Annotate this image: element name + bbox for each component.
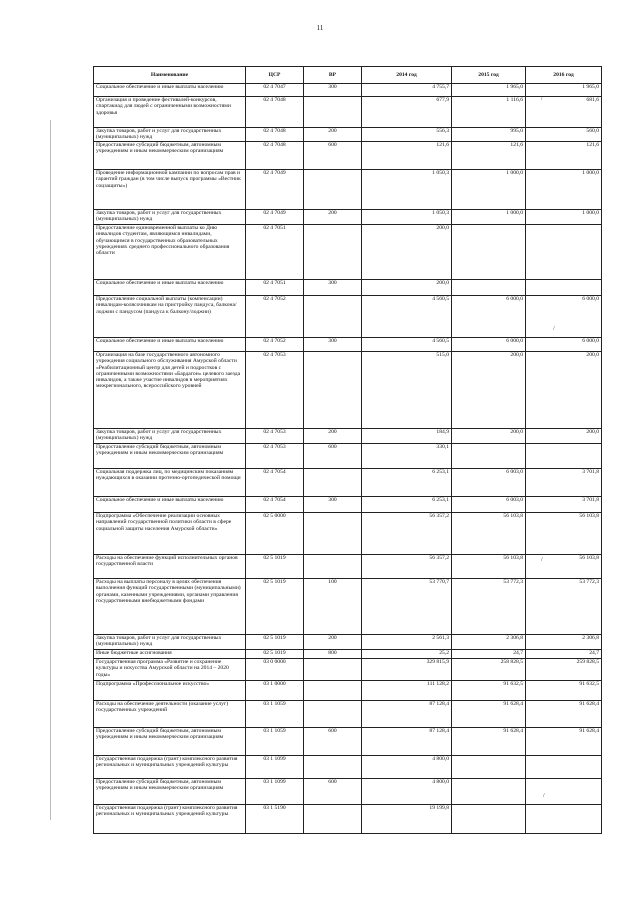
- row-vr: 300: [304, 338, 362, 352]
- table-row: [94, 701, 602, 728]
- row-csr: 03 1 5190: [246, 805, 304, 834]
- row-name: Государственная поддержка (грант) комплексного развития региональных и муниципальных учреждений культуры: [94, 756, 246, 779]
- scan-mark: /: [541, 96, 543, 102]
- table-row: [94, 728, 602, 756]
- table-row: [94, 142, 602, 170]
- row-2016: 56 103,8: [526, 513, 602, 555]
- row-2014: 87 128,4: [362, 701, 452, 728]
- row-vr: 200: [304, 429, 362, 444]
- table-row: [94, 650, 602, 659]
- row-2014: 330,1: [362, 444, 452, 469]
- row-name: Закупка товаров, работ и услуг для государственных (муниципальных) нужд: [94, 128, 246, 142]
- row-2015: [452, 225, 526, 280]
- row-2014: 4 560,5: [362, 338, 452, 352]
- row-vr: [304, 555, 362, 579]
- row-2014: 515,0: [362, 352, 452, 429]
- row-2015: 200,0: [452, 352, 526, 429]
- row-vr: 300: [304, 280, 362, 296]
- row-vr: [304, 170, 362, 210]
- row-2016: 200,0: [526, 352, 602, 429]
- budget-table: [93, 66, 602, 834]
- row-2016: 3 701,8: [526, 497, 602, 513]
- row-name: Предоставление субсидий бюджетным, автономным учреждениям и иным некоммерческим организациям: [94, 142, 246, 170]
- row-2015: 91 628,4: [452, 701, 526, 728]
- table-row: [94, 513, 602, 555]
- row-csr: 02 4 7052: [246, 338, 304, 352]
- row-2016: 681,6: [526, 97, 602, 128]
- row-vr: [304, 659, 362, 681]
- row-vr: 200: [304, 210, 362, 225]
- row-name: Предоставление единовременной выплаты ко Дню инвалидов студентам, являющимся инвалидами, обучающимся в государственных образовательных учреждениях среднего профессионального образования области: [94, 225, 246, 280]
- table-row: [94, 579, 602, 635]
- row-2016: [526, 225, 602, 280]
- header-csr: ЦСР: [246, 67, 304, 84]
- row-2015: 91 628,4: [452, 728, 526, 756]
- row-vr: [304, 513, 362, 555]
- row-csr: 02 4 7053: [246, 352, 304, 429]
- row-2015: [452, 756, 526, 779]
- row-2016: [526, 280, 602, 296]
- row-2014: 556,3: [362, 128, 452, 142]
- row-2016: 53 772,3: [526, 579, 602, 635]
- row-vr: 600: [304, 779, 362, 805]
- row-2014: 6 253,1: [362, 497, 452, 513]
- header-2016: 2016 год: [526, 67, 602, 84]
- row-2015: 1 000,0: [452, 170, 526, 210]
- table-row: [94, 296, 602, 338]
- row-2016: 2 306,8: [526, 635, 602, 650]
- row-csr: 02 5 1019: [246, 650, 304, 659]
- row-name: Подпрограмма «Обеспечение реализации основных направлений государственной политики области в сфере социальной защиты населения Амурской области»: [94, 513, 246, 555]
- row-name: Закупка товаров, работ и услуг для государственных (муниципальных) нужд: [94, 210, 246, 225]
- row-2016: [526, 756, 602, 779]
- row-2015: 56 103,8: [452, 513, 526, 555]
- row-name: Закупка товаров, работ и услуг для государственных (муниципальных) нужд: [94, 635, 246, 650]
- scan-edge-line: [50, 120, 51, 820]
- table-row: [94, 170, 602, 210]
- scan-mark: /: [541, 557, 543, 563]
- row-vr: 200: [304, 635, 362, 650]
- row-vr: 600: [304, 142, 362, 170]
- row-2014: 87 128,4: [362, 728, 452, 756]
- scan-mark: /: [553, 326, 555, 332]
- row-name: Предоставление социальной выплаты (компенсации) инвалидам-колясочникам на пристройку пандуса, балкона/лоджии с пандусом (пандуса к балкону/лоджии): [94, 296, 246, 338]
- header-2014: 2014 год: [362, 67, 452, 84]
- row-2015: 53 772,3: [452, 579, 526, 635]
- header-vr: ВР: [304, 67, 362, 84]
- row-name: Предоставление субсидий бюджетным, автономным учреждениям и иным некоммерческим организациям: [94, 728, 246, 756]
- row-2014: 53 770,7: [362, 579, 452, 635]
- row-2014: 1 050,3: [362, 170, 452, 210]
- row-name: Организация и проведение фестивалей-конкурсов, спартакиад для людей с ограниченными возможностями здоровья: [94, 97, 246, 128]
- table-body: [94, 84, 602, 834]
- row-csr: 02 4 7054: [246, 497, 304, 513]
- row-2015: [452, 280, 526, 296]
- table-row: [94, 128, 602, 142]
- table-row: [94, 805, 602, 834]
- row-2015: 24,7: [452, 650, 526, 659]
- row-2014: 1 050,3: [362, 210, 452, 225]
- row-2014: 4 800,0: [362, 779, 452, 805]
- row-2015: 56 103,8: [452, 555, 526, 579]
- row-csr: 03 1 0000: [246, 681, 304, 701]
- row-2015: [452, 779, 526, 805]
- row-name: Социальное обеспечение и иные выплаты населению: [94, 84, 246, 97]
- row-name: Предоставление субсидий бюджетным, автономным учреждениям и иным некоммерческим организациям: [94, 779, 246, 805]
- header-2015: 2015 год: [452, 67, 526, 84]
- row-csr: 02 5 1019: [246, 635, 304, 650]
- row-2015: 6 003,0: [452, 497, 526, 513]
- row-csr: 02 5 1019: [246, 579, 304, 635]
- row-name: Организация на базе государственного автономного учреждения социального обслуживания Амурской области «Реабилитационный центр для детей и подростков с ограниченными возможностями «Бардагон» целевого заезда инвалидов, а также участие инвалидов в мероприятиях межрегионального, всероссийского уровней: [94, 352, 246, 429]
- table-row: [94, 497, 602, 513]
- row-2015: 91 632,5: [452, 681, 526, 701]
- row-2016: 259 828,5: [526, 659, 602, 681]
- row-2016: 91 628,4: [526, 701, 602, 728]
- row-csr: 02 4 7051: [246, 225, 304, 280]
- page-number: 11: [316, 24, 324, 32]
- row-csr: 02 5 1019: [246, 555, 304, 579]
- row-csr: 02 4 7051: [246, 280, 304, 296]
- row-vr: [304, 756, 362, 779]
- row-2016: 6 000,0: [526, 296, 602, 338]
- row-2016: 6 000,0: [526, 338, 602, 352]
- row-vr: [304, 805, 362, 834]
- row-2014: 56 357,2: [362, 513, 452, 555]
- row-2016: 1 000,0: [526, 170, 602, 210]
- row-name: Расходы на выплаты персоналу в целях обеспечения выполнения функций государственными (муниципальными) органами, казенными учреждениями, органами управления государственными внебюджетными фондами: [94, 579, 246, 635]
- row-csr: 03 1 1099: [246, 779, 304, 805]
- row-2014: 200,0: [362, 280, 452, 296]
- row-2016: 3 701,8: [526, 469, 602, 497]
- table-row: [94, 681, 602, 701]
- row-name: Государственная программа «Развитие и сохранение культуры и искусства Амурской области на 2014 – 2020 годы»: [94, 659, 246, 681]
- row-csr: 02 4 7053: [246, 444, 304, 469]
- row-2015: 995,0: [452, 128, 526, 142]
- row-2016: 200,0: [526, 429, 602, 444]
- table-row: [94, 555, 602, 579]
- row-2014: 4 560,5: [362, 296, 452, 338]
- row-csr: 02 4 7047: [246, 84, 304, 97]
- row-2014: 25,2: [362, 650, 452, 659]
- row-csr: 02 5 0000: [246, 513, 304, 555]
- row-csr: 02 4 7048: [246, 142, 304, 170]
- row-vr: [304, 296, 362, 338]
- row-2014: 329 815,9: [362, 659, 452, 681]
- row-2016: 24,7: [526, 650, 602, 659]
- row-csr: 02 4 7053: [246, 429, 304, 444]
- row-vr: 600: [304, 444, 362, 469]
- row-name: Подпрограмма «Профессиональное искусство»: [94, 681, 246, 701]
- row-2016: 560,0: [526, 128, 602, 142]
- row-2014: 6 253,1: [362, 469, 452, 497]
- row-name: Социальное обеспечение и иные выплаты населению: [94, 280, 246, 296]
- row-2014: 111 128,2: [362, 681, 452, 701]
- table-row: [94, 444, 602, 469]
- row-vr: [304, 681, 362, 701]
- row-2015: 6 000,0: [452, 338, 526, 352]
- table-row: [94, 225, 602, 280]
- row-2014: 4 755,7: [362, 84, 452, 97]
- table-row: [94, 779, 602, 805]
- row-2014: 121,6: [362, 142, 452, 170]
- row-2014: 56 357,2: [362, 555, 452, 579]
- row-2015: 1 965,0: [452, 84, 526, 97]
- row-vr: 300: [304, 497, 362, 513]
- row-csr: 02 4 7052: [246, 296, 304, 338]
- table-row: [94, 429, 602, 444]
- row-2015: 258 828,5: [452, 659, 526, 681]
- row-2016: [526, 805, 602, 834]
- table-row: [94, 469, 602, 497]
- row-name: Закупка товаров, работ и услуг для государственных (муниципальных) нужд: [94, 429, 246, 444]
- table-row: [94, 756, 602, 779]
- row-vr: [304, 352, 362, 429]
- table-header-row: [94, 67, 602, 84]
- row-vr: 800: [304, 650, 362, 659]
- row-2014: 200,0: [362, 225, 452, 280]
- row-vr: [304, 97, 362, 128]
- row-2015: 6 000,0: [452, 296, 526, 338]
- row-vr: [304, 225, 362, 280]
- table-row: [94, 210, 602, 225]
- row-vr: [304, 701, 362, 728]
- row-2014: 4 800,0: [362, 756, 452, 779]
- row-csr: 03 1 1059: [246, 701, 304, 728]
- row-csr: 03 0 0000: [246, 659, 304, 681]
- row-csr: 02 4 7048: [246, 97, 304, 128]
- row-2014: 19 199,8: [362, 805, 452, 834]
- table-row: [94, 352, 602, 429]
- row-name: Социальное обеспечение и иные выплаты населению: [94, 338, 246, 352]
- row-2015: [452, 805, 526, 834]
- row-csr: 02 4 7054: [246, 469, 304, 497]
- table-row: [94, 280, 602, 296]
- table-row: [94, 84, 602, 97]
- table-row: [94, 97, 602, 128]
- row-2016: 91 632,5: [526, 681, 602, 701]
- row-csr: 02 4 7049: [246, 170, 304, 210]
- row-2016: 1 000,0: [526, 210, 602, 225]
- row-csr: 03 1 1099: [246, 756, 304, 779]
- scan-mark: /: [543, 793, 545, 799]
- row-csr: 03 1 1059: [246, 728, 304, 756]
- row-2016: 121,6: [526, 142, 602, 170]
- row-2016: 56 103,8: [526, 555, 602, 579]
- row-2014: 184,9: [362, 429, 452, 444]
- row-vr: 600: [304, 728, 362, 756]
- row-vr: 100: [304, 579, 362, 635]
- row-2014: 677,9: [362, 97, 452, 128]
- row-2015: 2 306,8: [452, 635, 526, 650]
- row-csr: 02 4 7049: [246, 210, 304, 225]
- header-name: Наименование: [94, 67, 246, 84]
- table-row: [94, 635, 602, 650]
- row-vr: 300: [304, 84, 362, 97]
- row-2015: 200,0: [452, 429, 526, 444]
- row-name: Предоставление субсидий бюджетным, автономным учреждениям и иным некоммерческим организациям: [94, 444, 246, 469]
- table-row: [94, 338, 602, 352]
- row-name: Расходы на обеспечение функций исполнительных органов государственной власти: [94, 555, 246, 579]
- row-2015: [452, 444, 526, 469]
- row-csr: 02 4 7048: [246, 128, 304, 142]
- row-vr: 200: [304, 128, 362, 142]
- row-2015: 1 000,0: [452, 210, 526, 225]
- row-2014: 2 561,3: [362, 635, 452, 650]
- row-2015: 121,6: [452, 142, 526, 170]
- row-2016: 91 628,4: [526, 728, 602, 756]
- row-name: Социальная поддержка лиц, по медицинским показаниям нуждающихся в оказании протезно-ортопедической помощи: [94, 469, 246, 497]
- row-2016: [526, 444, 602, 469]
- row-name: Расходы на обеспечение деятельности (оказание услуг) государственных учреждений: [94, 701, 246, 728]
- row-name: Социальное обеспечение и иные выплаты населению: [94, 497, 246, 513]
- row-vr: [304, 469, 362, 497]
- row-name: Государственная поддержка (грант) комплексного развития региональных и муниципальных учреждений культуры: [94, 805, 246, 834]
- row-2015: 1 116,6: [452, 97, 526, 128]
- row-2016: 1 965,0: [526, 84, 602, 97]
- row-name: Иные бюджетные ассигнования: [94, 650, 246, 659]
- row-2016: [526, 779, 602, 805]
- row-2015: 6 003,0: [452, 469, 526, 497]
- row-name: Проведение информационной кампании по вопросам прав и гарантий граждан (в том числе выпуск программы «Вестник соцзащиты»): [94, 170, 246, 210]
- table-row: [94, 659, 602, 681]
